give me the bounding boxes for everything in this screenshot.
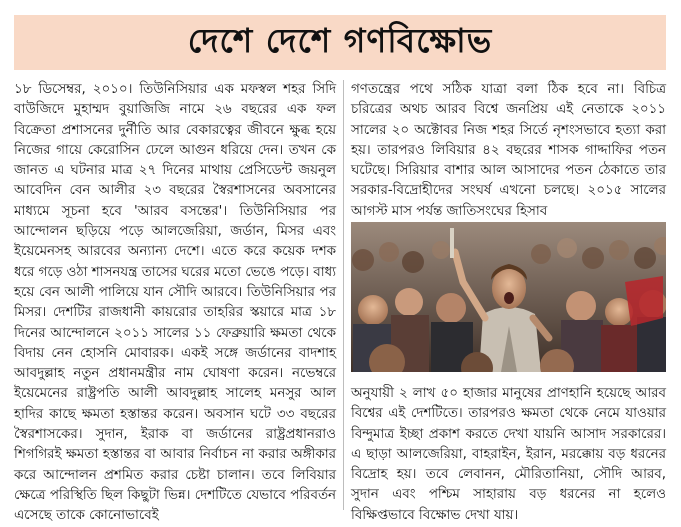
right-column-top-text: গণতন্ত্রের পথে সঠিক যাত্রা বলা ঠিক হবে না। বিচিত্র চরিত্রের অথচ আরব বিশ্বে জনপ্রিয় এই নেতাকে ২০১১ সালের ২০ অক্টোবর নিজ শহর সির্তে নৃশংসভাবে হত্যা করা হয়। তারপরও লিবিয়ার ৪২ বছরের শাসক গাদ্দাফির পতন ঘটেছে। সিরিয়ার বাশার আল আসাদের পতন ঠেকাতে তার সরকার-বিদ্রোহীদের সংঘর্ষ এখনো চলছে। ২০১৫ সালের আগস্ট মাস পর্যন্ত জাতিসংঘের হিসাব xyxy=(351,82,666,219)
right-column-top xyxy=(351,80,666,222)
column-divider xyxy=(343,80,344,510)
protest-crowd-illustration xyxy=(351,222,666,372)
right-column-bottom-text: অনুযায়ী ২ লাখ ৫০ হাজার মানুষের প্রাণহানি হয়েছে আরব বিশ্বের এই দেশটিতে। তারপরও ক্ষমতা থেকে নেমে যাওয়ার বিন্দুমাত্র ইচ্ছা প্রকাশ করতে দেখা যায়নি আসাদ সরকারের। এ ছাড়া আলজেরিয়া, বাহরাইন, ইরান, মরক্কোয় বড় ধরনের বিদ্রোহ হয়। তবে লেবানন, মৌরিতানিয়া, সৌদি আরব, সুদান এবং পশ্চিম সাহারায় বড় ধরনের না হলেও বিক্ষিপ্তভাবে বিক্ষোভ দেখা যায়। xyxy=(351,386,666,523)
left-column-text: ১৮ ডিসেম্বর, ২০১০। তিউনিসিয়ার এক মফস্বল শহর সিদি বাউজিদে মুহাম্মদ বুয়াজিজি নামে ২৬ বছরের এক ফল বিক্রেতা প্রশাসনের দুর্নীতি আর বেকারত্বের জীবনে ক্ষুব্ধ হয়ে নিজের গায়ে কেরোসিন ঢেলে আগুন ধরিয়ে দেন। তখন কে জানত এ ঘটনার মাত্র ২৭ দিনের মাথায় প্রেসিডেন্ট জয়নুল আবেদিন বেন আলীর ২৩ বছরের স্বৈরশাসনের অবসানের মাধ্যমে সূচনা হবে 'আরব বসন্তের'। তিউনিসিয়ার পর আন্দোলন ছড়িয়ে পড়ে আলজেরিয়া, জর্ডান, মিসর এবং ইয়েমেনসহ আরবের অন্যান্য দেশে। এতে করে কয়েক দশক ধরে গড়ে ওঠা শাসনযন্ত্র তাসের ঘরের মতো ভেঙে পড়ে। বাধ্য হয়ে বেন আলী পালিয়ে যান সৌদি আরবে। তিউনিসিয়ার পর মিসর। দেশটির রাজধানী কায়রোর তাহরির স্কয়ারে মাত্র ১৮ দিনের আন্দোলনে ২০১১ সালের ১১ ফেব্রুয়ারি ক্ষমতা থেকে বিদায় নেন হোসনি মোবারক। একই সঙ্গে জর্ডানের বাদশাহ আবদুল্লাহ নতুন প্রধানমন্ত্রীর নাম ঘোষণা করেন। নভেম্বরে ইয়েমেনের রাষ্ট্রপতি আলী আবদুল্লাহ সালেহ মনসুর আল হাদির কাছে ক্ষমতা হস্তান্তর করেন। অবসান ঘটে ৩৩ বছরের স্বৈরশাসকের। সুদান, ইরাক বা জর্ডানের রাষ্ট্রপ্রধানরাও শিগগিরই ক্ষমতা হস্তান্তর বা আবার নির্বাচন না করার অঙ্গীকার করে আন্দোলন প্রশমিত করার চেষ্টা চালান। তবে লিবিয়ার ক্ষেত্রে পরিস্থিতি ছিল কিছুটা ভিন্ন। দেশটিতে যেভাবে পরিবর্তন এসেছে তাকে কোনোভাবেই xyxy=(14,82,336,524)
right-column-bottom xyxy=(351,384,666,526)
headline-band xyxy=(14,15,666,70)
protest-crowd-photo xyxy=(351,222,666,372)
left-column xyxy=(14,80,336,527)
article-headline: দেশে দেশে গণবিক্ষোভ xyxy=(187,20,493,60)
